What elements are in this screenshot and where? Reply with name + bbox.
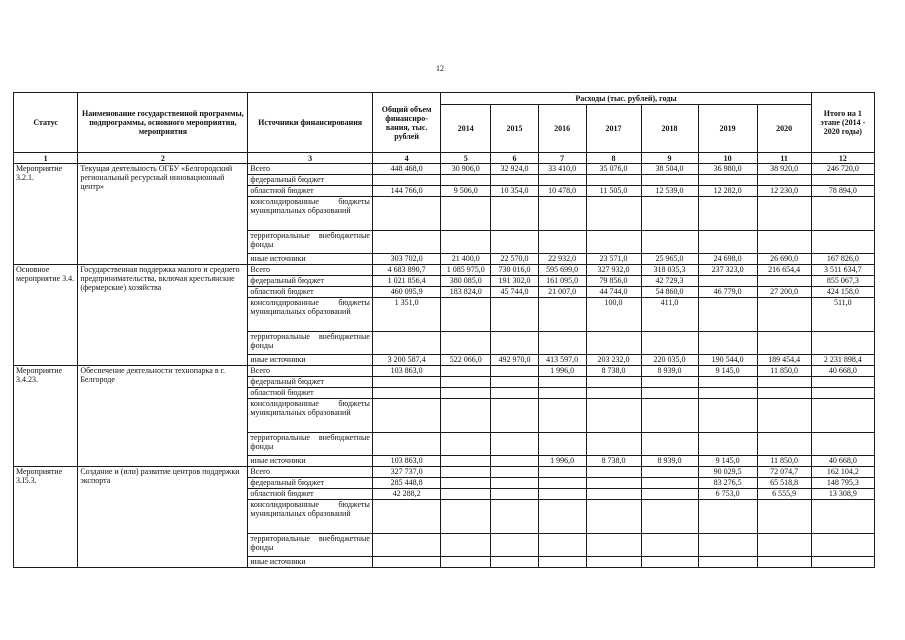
value-cell bbox=[757, 500, 811, 534]
value-cell bbox=[538, 197, 586, 231]
value-cell bbox=[491, 332, 539, 355]
value-cell bbox=[372, 433, 440, 456]
column-number: 6 bbox=[491, 153, 539, 164]
value-cell bbox=[538, 399, 586, 433]
value-cell: 183 824,0 bbox=[441, 287, 491, 298]
status-cell: Мероприятие 3.4.23. bbox=[14, 366, 78, 467]
value-cell: 413 597,0 bbox=[538, 355, 586, 366]
source-cell: федеральный бюджет bbox=[248, 276, 372, 287]
value-cell: 318 035,3 bbox=[641, 265, 698, 276]
value-cell bbox=[491, 366, 539, 377]
status-cell: Мероприятие 3.2.1. bbox=[14, 164, 78, 265]
value-cell: 90 029,5 bbox=[698, 467, 757, 478]
value-cell bbox=[641, 377, 698, 388]
value-cell bbox=[811, 557, 874, 568]
value-cell: 595 699,0 bbox=[538, 265, 586, 276]
value-cell: 161 095,0 bbox=[538, 276, 586, 287]
value-cell: 22 932,0 bbox=[538, 254, 586, 265]
value-cell bbox=[641, 467, 698, 478]
value-cell: 32 924,0 bbox=[491, 164, 539, 175]
value-cell bbox=[757, 298, 811, 332]
value-cell: 65 518,8 bbox=[757, 478, 811, 489]
value-cell bbox=[441, 388, 491, 399]
column-number: 10 bbox=[698, 153, 757, 164]
source-cell: иные источники bbox=[248, 456, 372, 467]
value-cell bbox=[441, 534, 491, 557]
value-cell: 237 323,0 bbox=[698, 265, 757, 276]
value-cell: 38 920,0 bbox=[757, 164, 811, 175]
value-cell: 24 698,0 bbox=[698, 254, 757, 265]
value-cell bbox=[372, 399, 440, 433]
value-cell: 460 095,9 bbox=[372, 287, 440, 298]
value-cell bbox=[757, 399, 811, 433]
value-cell: 30 906,0 bbox=[441, 164, 491, 175]
value-cell bbox=[372, 377, 440, 388]
value-cell bbox=[757, 231, 811, 254]
source-cell: консолидированные бюджеты муниципальных образований bbox=[248, 399, 372, 433]
source-cell: федеральный бюджет bbox=[248, 377, 372, 388]
column-number: 5 bbox=[441, 153, 491, 164]
source-cell: областной бюджет bbox=[248, 489, 372, 500]
value-cell: 448 468,0 bbox=[372, 164, 440, 175]
value-cell: 54 860,0 bbox=[641, 287, 698, 298]
value-cell bbox=[698, 399, 757, 433]
value-cell bbox=[757, 377, 811, 388]
value-cell bbox=[491, 197, 539, 231]
value-cell bbox=[586, 399, 641, 433]
value-cell bbox=[698, 500, 757, 534]
value-cell bbox=[538, 175, 586, 186]
value-cell: 203 232,0 bbox=[586, 355, 641, 366]
source-cell: Всего bbox=[248, 467, 372, 478]
value-cell bbox=[538, 433, 586, 456]
value-cell: 8 738,0 bbox=[586, 456, 641, 467]
value-cell: 72 074,7 bbox=[757, 467, 811, 478]
value-cell bbox=[491, 377, 539, 388]
value-cell bbox=[491, 557, 539, 568]
value-cell bbox=[586, 489, 641, 500]
value-cell: 83 276,5 bbox=[698, 478, 757, 489]
value-cell bbox=[586, 175, 641, 186]
name-cell: Обеспечение деятельности технопарка в г. Белгороде bbox=[78, 366, 248, 467]
value-cell bbox=[641, 489, 698, 500]
value-cell bbox=[441, 332, 491, 355]
value-cell bbox=[491, 399, 539, 433]
column-number: 11 bbox=[757, 153, 811, 164]
value-cell: 246 720,0 bbox=[811, 164, 874, 175]
value-cell bbox=[757, 276, 811, 287]
value-cell: 38 504,0 bbox=[641, 164, 698, 175]
value-cell bbox=[538, 557, 586, 568]
value-cell: 13 308,9 bbox=[811, 489, 874, 500]
value-cell bbox=[538, 388, 586, 399]
header-year: 2017 bbox=[586, 105, 641, 153]
header-year: 2019 bbox=[698, 105, 757, 153]
value-cell bbox=[586, 377, 641, 388]
value-cell bbox=[698, 197, 757, 231]
header-name: Наименование государственной программы, подпрограммы, основного мероприятия, мероприятия bbox=[78, 93, 248, 153]
value-cell: 167 826,0 bbox=[811, 254, 874, 265]
value-cell bbox=[491, 478, 539, 489]
source-cell: территориальные внебюджетные фонды bbox=[248, 231, 372, 254]
value-cell: 3 511 634,7 bbox=[811, 265, 874, 276]
status-cell: Основное мероприятие 3.4. bbox=[14, 265, 78, 366]
value-cell bbox=[491, 489, 539, 500]
source-cell: областной бюджет bbox=[248, 388, 372, 399]
header-sources: Источники финансирования bbox=[248, 93, 372, 153]
value-cell: 36 980,0 bbox=[698, 164, 757, 175]
value-cell bbox=[538, 377, 586, 388]
value-cell: 2 231 898,4 bbox=[811, 355, 874, 366]
name-cell: Текущая деятельность ОГБУ «Белгородский региональный ресурсный инновационный центр» bbox=[78, 164, 248, 265]
value-cell: 103 863,0 bbox=[372, 456, 440, 467]
value-cell: 40 668,0 bbox=[811, 456, 874, 467]
table-row bbox=[14, 265, 875, 276]
value-cell bbox=[441, 197, 491, 231]
value-cell bbox=[757, 534, 811, 557]
value-cell: 11 850,0 bbox=[757, 456, 811, 467]
value-cell bbox=[757, 433, 811, 456]
value-cell: 6 753,0 bbox=[698, 489, 757, 500]
source-cell: Всего bbox=[248, 265, 372, 276]
value-cell: 730 016,0 bbox=[491, 265, 539, 276]
value-cell bbox=[641, 433, 698, 456]
value-cell bbox=[491, 433, 539, 456]
value-cell bbox=[586, 197, 641, 231]
value-cell bbox=[538, 489, 586, 500]
value-cell: 189 454,4 bbox=[757, 355, 811, 366]
value-cell bbox=[372, 175, 440, 186]
value-cell: 33 410,0 bbox=[538, 164, 586, 175]
column-number: 12 bbox=[811, 153, 874, 164]
value-cell bbox=[491, 456, 539, 467]
value-cell bbox=[538, 500, 586, 534]
value-cell bbox=[811, 388, 874, 399]
value-cell: 26 690,0 bbox=[757, 254, 811, 265]
value-cell: 8 939,0 bbox=[641, 366, 698, 377]
value-cell: 9 145,0 bbox=[698, 366, 757, 377]
value-cell: 8 738,0 bbox=[586, 366, 641, 377]
value-cell: 103 863,0 bbox=[372, 366, 440, 377]
name-cell: Создание и (или) развитие центров поддержки экспорта bbox=[78, 467, 248, 568]
value-cell bbox=[811, 500, 874, 534]
header-year: 2018 bbox=[641, 105, 698, 153]
name-cell: Государственная поддержка малого и среднего предпринимательства, включая крестьянские (фермерские) хозяйства bbox=[78, 265, 248, 366]
column-number: 2 bbox=[78, 153, 248, 164]
value-cell bbox=[441, 231, 491, 254]
value-cell bbox=[698, 231, 757, 254]
value-cell bbox=[641, 557, 698, 568]
value-cell bbox=[698, 557, 757, 568]
value-cell bbox=[586, 231, 641, 254]
value-cell bbox=[586, 500, 641, 534]
source-cell: консолидированные бюджеты муниципальных образований bbox=[248, 197, 372, 231]
value-cell: 11 850,0 bbox=[757, 366, 811, 377]
header-expenses: Расходы (тыс. рублей), годы bbox=[441, 93, 811, 105]
value-cell: 44 744,0 bbox=[586, 287, 641, 298]
column-number: 9 bbox=[641, 153, 698, 164]
value-cell: 191 302,0 bbox=[491, 276, 539, 287]
value-cell bbox=[538, 478, 586, 489]
table-row bbox=[14, 467, 875, 478]
value-cell bbox=[441, 478, 491, 489]
value-cell: 1 996,0 bbox=[538, 366, 586, 377]
source-cell: иные источники bbox=[248, 254, 372, 265]
value-cell bbox=[491, 388, 539, 399]
source-cell: областной бюджет bbox=[248, 287, 372, 298]
value-cell bbox=[811, 534, 874, 557]
value-cell: 35 076,0 bbox=[586, 164, 641, 175]
source-cell: областной бюджет bbox=[248, 186, 372, 197]
source-cell: территориальные внебюджетные фонды bbox=[248, 433, 372, 456]
value-cell bbox=[757, 332, 811, 355]
value-cell: 327 932,0 bbox=[586, 265, 641, 276]
value-cell: 1 085 975,0 bbox=[441, 265, 491, 276]
value-cell bbox=[811, 197, 874, 231]
value-cell bbox=[757, 557, 811, 568]
source-cell: Всего bbox=[248, 366, 372, 377]
value-cell bbox=[441, 467, 491, 478]
value-cell bbox=[372, 332, 440, 355]
value-cell: 216 654,4 bbox=[757, 265, 811, 276]
page-number: 12 bbox=[436, 64, 444, 73]
value-cell: 78 894,0 bbox=[811, 186, 874, 197]
value-cell: 23 571,0 bbox=[586, 254, 641, 265]
value-cell bbox=[441, 557, 491, 568]
value-cell bbox=[441, 399, 491, 433]
value-cell bbox=[372, 388, 440, 399]
header-year: 2015 bbox=[491, 105, 539, 153]
header-total: Общий объем финансиро-вания, тыс. рублей bbox=[372, 93, 440, 153]
value-cell bbox=[538, 231, 586, 254]
value-cell bbox=[441, 456, 491, 467]
value-cell bbox=[698, 388, 757, 399]
value-cell: 79 856,0 bbox=[586, 276, 641, 287]
value-cell bbox=[698, 298, 757, 332]
value-cell bbox=[698, 175, 757, 186]
value-cell: 162 104,2 bbox=[811, 467, 874, 478]
value-cell bbox=[441, 500, 491, 534]
value-cell bbox=[698, 276, 757, 287]
value-cell bbox=[586, 467, 641, 478]
value-cell: 22 570,0 bbox=[491, 254, 539, 265]
value-cell: 9 145,0 bbox=[698, 456, 757, 467]
value-cell: 855 067,3 bbox=[811, 276, 874, 287]
source-cell: федеральный бюджет bbox=[248, 478, 372, 489]
value-cell bbox=[698, 377, 757, 388]
value-cell bbox=[586, 433, 641, 456]
value-cell bbox=[641, 388, 698, 399]
value-cell bbox=[641, 500, 698, 534]
value-cell bbox=[491, 231, 539, 254]
column-number: 8 bbox=[586, 153, 641, 164]
value-cell bbox=[811, 231, 874, 254]
header-itogo: Итого на 1 этапе (2014 - 2020 годы) bbox=[811, 93, 874, 153]
value-cell bbox=[811, 175, 874, 186]
value-cell bbox=[757, 197, 811, 231]
value-cell bbox=[491, 534, 539, 557]
value-cell: 27 200,0 bbox=[757, 287, 811, 298]
value-cell: 1 996,0 bbox=[538, 456, 586, 467]
source-cell: федеральный бюджет bbox=[248, 175, 372, 186]
value-cell: 9 506,0 bbox=[441, 186, 491, 197]
value-cell bbox=[441, 377, 491, 388]
column-number: 3 bbox=[248, 153, 372, 164]
value-cell bbox=[491, 467, 539, 478]
value-cell bbox=[441, 175, 491, 186]
value-cell bbox=[811, 377, 874, 388]
value-cell bbox=[641, 399, 698, 433]
value-cell: 42 288,2 bbox=[372, 489, 440, 500]
table-row bbox=[14, 366, 875, 377]
value-cell bbox=[811, 332, 874, 355]
value-cell bbox=[641, 534, 698, 557]
value-cell bbox=[811, 399, 874, 433]
header-year: 2016 bbox=[538, 105, 586, 153]
value-cell: 100,0 bbox=[586, 298, 641, 332]
value-cell: 40 668,0 bbox=[811, 366, 874, 377]
value-cell: 492 970,0 bbox=[491, 355, 539, 366]
value-cell: 327 737,0 bbox=[372, 467, 440, 478]
header-year: 2014 bbox=[441, 105, 491, 153]
value-cell: 220 035,0 bbox=[641, 355, 698, 366]
value-cell: 12 230,0 bbox=[757, 186, 811, 197]
value-cell bbox=[586, 557, 641, 568]
value-cell bbox=[441, 366, 491, 377]
value-cell bbox=[372, 534, 440, 557]
value-cell: 11 505,0 bbox=[586, 186, 641, 197]
value-cell bbox=[372, 197, 440, 231]
value-cell bbox=[698, 534, 757, 557]
value-cell: 8 939,0 bbox=[641, 456, 698, 467]
value-cell: 148 795,3 bbox=[811, 478, 874, 489]
column-number: 7 bbox=[538, 153, 586, 164]
value-cell bbox=[586, 332, 641, 355]
value-cell bbox=[641, 175, 698, 186]
value-cell bbox=[641, 197, 698, 231]
value-cell bbox=[491, 500, 539, 534]
value-cell: 46 779,0 bbox=[698, 287, 757, 298]
financing-table bbox=[13, 92, 875, 568]
value-cell: 21 007,0 bbox=[538, 287, 586, 298]
value-cell: 10 354,0 bbox=[491, 186, 539, 197]
column-number: 1 bbox=[14, 153, 78, 164]
value-cell: 25 965,0 bbox=[641, 254, 698, 265]
value-cell: 12 539,0 bbox=[641, 186, 698, 197]
value-cell bbox=[586, 534, 641, 557]
value-cell: 6 555,9 bbox=[757, 489, 811, 500]
value-cell: 511,0 bbox=[811, 298, 874, 332]
value-cell: 411,0 bbox=[641, 298, 698, 332]
value-cell bbox=[538, 534, 586, 557]
value-cell bbox=[698, 433, 757, 456]
value-cell: 1 351,0 bbox=[372, 298, 440, 332]
value-cell bbox=[538, 467, 586, 478]
value-cell bbox=[372, 231, 440, 254]
source-cell: Всего bbox=[248, 164, 372, 175]
value-cell: 190 544,0 bbox=[698, 355, 757, 366]
status-cell: Мероприятие 3.I5.3. bbox=[14, 467, 78, 568]
value-cell bbox=[372, 557, 440, 568]
source-cell: территориальные внебюджетные фонды bbox=[248, 534, 372, 557]
value-cell: 12 282,0 bbox=[698, 186, 757, 197]
value-cell bbox=[538, 298, 586, 332]
source-cell: территориальные внебюджетные фонды bbox=[248, 332, 372, 355]
value-cell bbox=[586, 478, 641, 489]
value-cell bbox=[441, 298, 491, 332]
source-cell: консолидированные бюджеты муниципальных образований bbox=[248, 298, 372, 332]
source-cell: иные источники bbox=[248, 355, 372, 366]
value-cell: 10 478,0 bbox=[538, 186, 586, 197]
value-cell: 522 066,0 bbox=[441, 355, 491, 366]
value-cell: 144 766,0 bbox=[372, 186, 440, 197]
value-cell bbox=[641, 478, 698, 489]
value-cell bbox=[586, 388, 641, 399]
value-cell bbox=[641, 332, 698, 355]
source-cell: иные источники bbox=[248, 557, 372, 568]
value-cell bbox=[441, 489, 491, 500]
header-status: Статус bbox=[14, 93, 78, 153]
header-year: 2020 bbox=[757, 105, 811, 153]
value-cell: 303 702,0 bbox=[372, 254, 440, 265]
value-cell bbox=[698, 332, 757, 355]
value-cell bbox=[811, 433, 874, 456]
table-row bbox=[14, 164, 875, 175]
source-cell: консолидированные бюджеты муниципальных образований bbox=[248, 500, 372, 534]
value-cell: 4 683 890,7 bbox=[372, 265, 440, 276]
value-cell: 42 729,3 bbox=[641, 276, 698, 287]
value-cell bbox=[641, 231, 698, 254]
value-cell bbox=[372, 500, 440, 534]
value-cell bbox=[491, 298, 539, 332]
value-cell bbox=[538, 332, 586, 355]
value-cell bbox=[757, 388, 811, 399]
value-cell: 424 158,0 bbox=[811, 287, 874, 298]
value-cell bbox=[757, 175, 811, 186]
value-cell bbox=[441, 433, 491, 456]
value-cell: 21 400,0 bbox=[441, 254, 491, 265]
value-cell: 380 085,0 bbox=[441, 276, 491, 287]
value-cell: 3 200 587,4 bbox=[372, 355, 440, 366]
column-number: 4 bbox=[372, 153, 440, 164]
value-cell: 1 021 856,4 bbox=[372, 276, 440, 287]
value-cell: 285 448,8 bbox=[372, 478, 440, 489]
value-cell bbox=[491, 175, 539, 186]
value-cell: 45 744,0 bbox=[491, 287, 539, 298]
